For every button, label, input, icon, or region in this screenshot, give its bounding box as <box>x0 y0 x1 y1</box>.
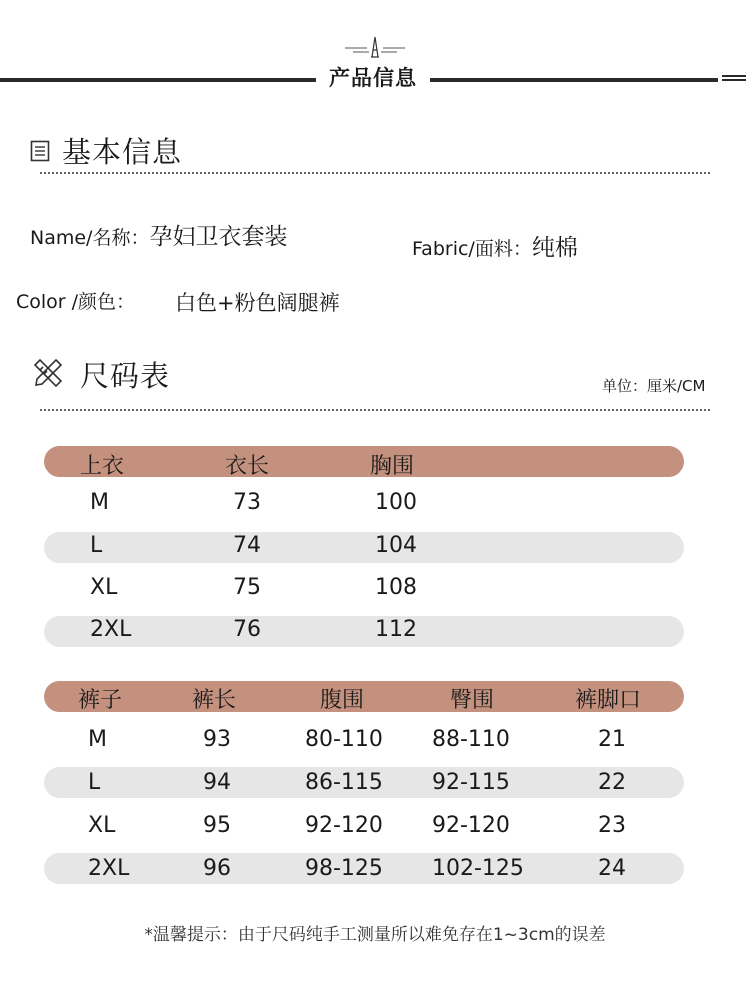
banner-line-left <box>0 78 316 82</box>
pants-hip-cell: 102-125 <box>432 856 524 881</box>
top-size-cell: 2XL <box>90 617 132 642</box>
footnote: *温馨提示：由于尺码纯手工测量所以难免存在1~3cm的误差 <box>144 925 606 945</box>
document-icon <box>30 140 50 162</box>
pants-length-cell: 96 <box>203 856 231 881</box>
pants-hip-cell: 92-115 <box>432 770 510 795</box>
pants-hem-cell: 24 <box>598 856 626 881</box>
top-chest-cell: 108 <box>375 575 417 600</box>
fabric-line <box>412 229 578 262</box>
pants-length-cell: 93 <box>203 727 231 752</box>
fabric-label: Fabric/面料： <box>412 238 532 260</box>
pants-hip-cell: 92-120 <box>432 813 510 838</box>
section-divider <box>40 172 710 174</box>
top-header-cell: 上衣 <box>80 454 125 479</box>
name-label: Name/名称： <box>30 227 150 249</box>
top-header-cell: 胸围 <box>370 454 415 479</box>
unit-label: 单位：厘米/CM <box>602 377 706 395</box>
top-chest-cell: 104 <box>375 533 417 558</box>
size-chart-title: 尺码表 <box>80 359 171 393</box>
pants-size-cell: L <box>88 770 101 795</box>
banner-end-marks <box>722 75 746 83</box>
ruler-pencil-icon <box>32 357 64 389</box>
table-row <box>44 532 684 563</box>
color-line <box>16 287 135 314</box>
pants-header-cell: 裤脚口 <box>575 688 642 713</box>
pants-header-cell: 裤长 <box>192 688 237 713</box>
pants-length-cell: 94 <box>203 770 231 795</box>
top-chest-cell: 112 <box>375 617 417 642</box>
pants-waist-cell: 86-115 <box>305 770 383 795</box>
banner-title: 产品信息 <box>329 66 417 90</box>
name-line <box>30 218 287 251</box>
top-length-cell: 76 <box>233 617 261 642</box>
pants-waist-cell: 98-125 <box>305 856 383 881</box>
pants-hip-cell: 88-110 <box>432 727 510 752</box>
top-length-cell: 74 <box>233 533 261 558</box>
top-header-cell: 衣长 <box>225 454 270 479</box>
table-row <box>44 616 684 647</box>
color-value-line <box>175 287 340 317</box>
top-length-cell: 75 <box>233 575 261 600</box>
pants-header-cell: 裤子 <box>78 688 123 713</box>
section-divider <box>40 409 710 411</box>
top-size-cell: XL <box>90 575 118 600</box>
top-chest-cell: 100 <box>375 490 417 515</box>
basic-info-title: 基本信息 <box>62 135 183 169</box>
pants-hem-cell: 23 <box>598 813 626 838</box>
pants-waist-cell: 92-120 <box>305 813 383 838</box>
pants-size-cell: M <box>88 727 107 752</box>
fabric-value: 纯棉 <box>531 235 578 261</box>
banner-line-right <box>430 78 718 82</box>
pants-length-cell: 95 <box>203 813 231 838</box>
pants-header-cell: 腹围 <box>320 688 365 713</box>
top-size-cell: L <box>90 533 103 558</box>
eiffel-tower-icon <box>345 36 405 58</box>
top-table-header <box>44 446 684 477</box>
pants-size-cell: 2XL <box>88 856 130 881</box>
top-size-cell: M <box>90 490 109 515</box>
top-length-cell: 73 <box>233 490 261 515</box>
name-value: 孕妇卫衣套装 <box>149 224 288 250</box>
color-label: Color /颜色： <box>16 291 136 313</box>
pants-hem-cell: 21 <box>598 727 626 752</box>
pants-waist-cell: 80-110 <box>305 727 383 752</box>
pants-size-cell: XL <box>88 813 116 838</box>
pants-header-cell: 臀围 <box>450 688 495 713</box>
pants-hem-cell: 22 <box>598 770 626 795</box>
color-value: 白色+粉色阔腿裤 <box>175 291 340 315</box>
